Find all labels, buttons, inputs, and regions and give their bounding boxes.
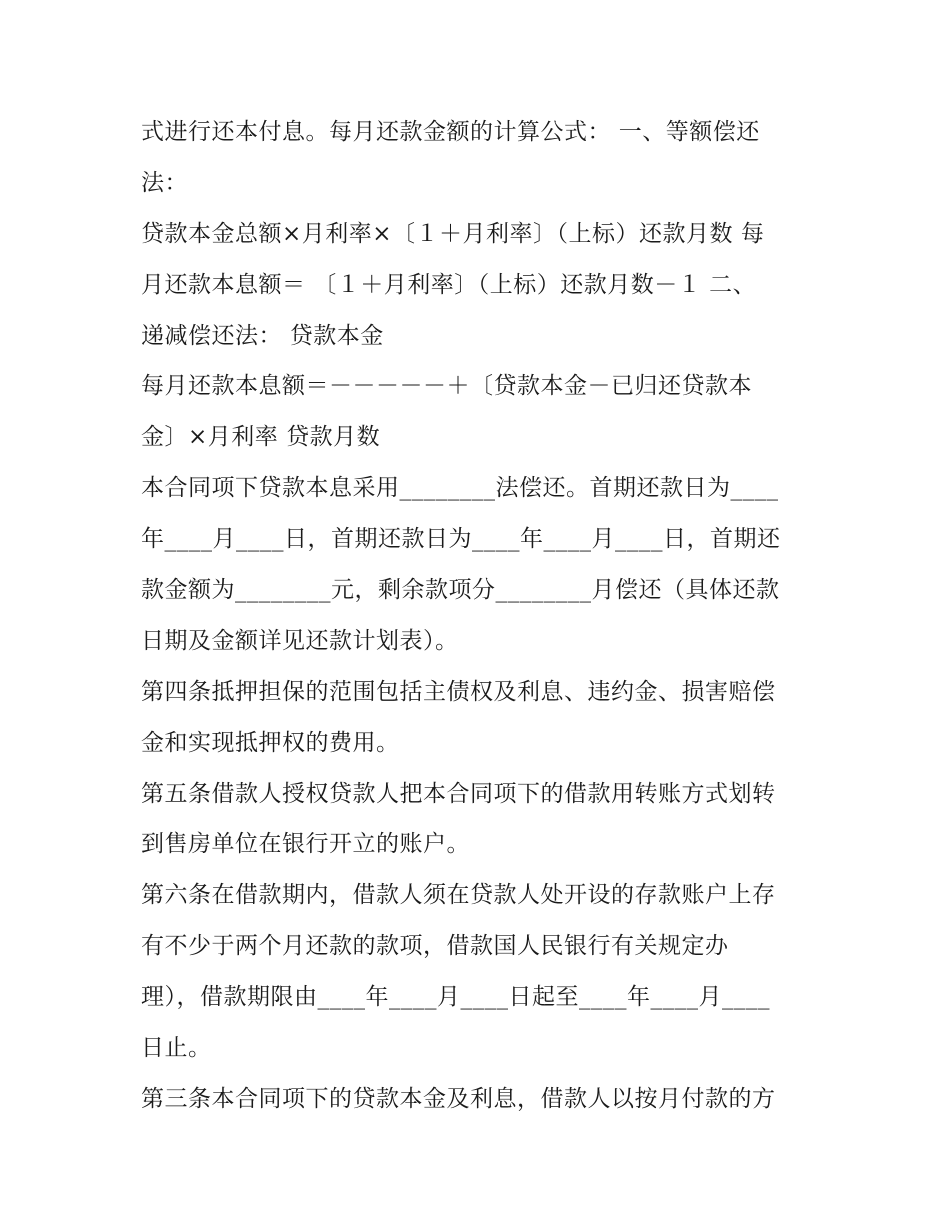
text-line: 有不少于两个月还款的款项，借款国人民银行有关规定办: [141, 933, 729, 960]
text-line: 本合同项下贷款本息采用________法偿还。首期还款日为____: [141, 475, 779, 502]
text-line: 款金额为________元，剩余款项分________月偿还（具体还款: [141, 577, 780, 604]
contract-text: [141, 107, 821, 1125]
text-line: 递减偿还法： 贷款本金: [141, 322, 384, 349]
text-line: 理），借款期限由____年____月____日起至____年____月____: [141, 984, 770, 1011]
text-line: 第六条在借款期内，借款人须在贷款人处开设的存款账户上存: [141, 882, 776, 909]
text-line: 月还款本息额＝ 〔１＋月利率〕（上标）还款月数－１ 二、: [141, 271, 757, 298]
text-line: 每月还款本息额＝－－－－－＋〔贷款本金－已归还贷款本: [141, 373, 752, 400]
text-line: 第五条借款人授权贷款人把本合同项下的借款用转账方式划转: [141, 780, 776, 807]
text-line: 法：: [141, 169, 188, 196]
text-line: 第四条抵押担保的范围包括主债权及利息、违约金、损害赔偿: [141, 678, 776, 705]
text-line: 到售房单位在银行开立的账户。: [141, 831, 470, 858]
text-line: 金和实现抵押权的费用。: [141, 729, 400, 756]
text-line: 日期及金额详见还款计划表）。: [141, 627, 459, 654]
text-line: 第三条本合同项下的贷款本金及利息，借款人以按月付款的方: [141, 1085, 776, 1112]
text-line: 贷款本金总额×月利率×〔１＋月利率〕（上标）还款月数 每: [141, 220, 765, 247]
text-line: 式进行还本付息。每月还款金额的计算公式： 一、等额偿还: [141, 119, 760, 145]
text-line: 年____月____日，首期还款日为____年____月____日，首期还: [141, 526, 781, 553]
text-line: 金〕×月利率 贷款月数: [141, 424, 381, 451]
text-line: 日止。: [141, 1035, 212, 1062]
